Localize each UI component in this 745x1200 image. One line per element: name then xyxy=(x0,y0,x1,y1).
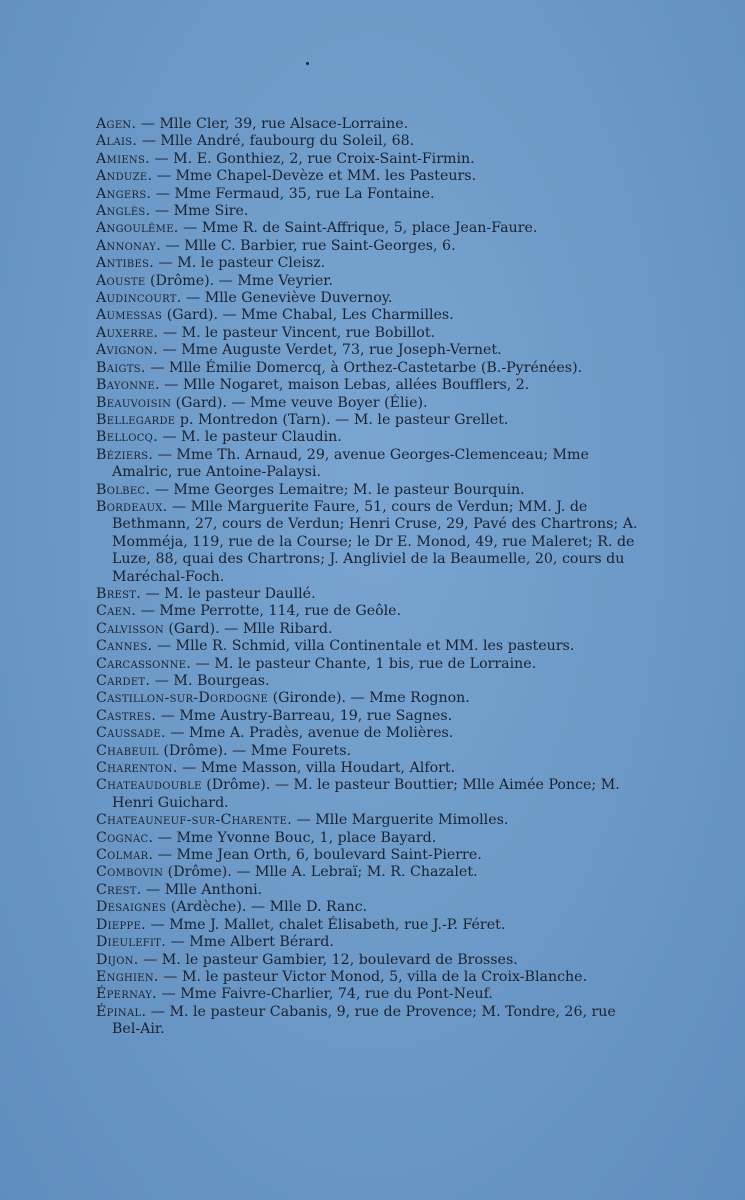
entry-place: Caussade. xyxy=(96,725,166,742)
directory-entry xyxy=(96,847,644,864)
entry-place: Enghien. xyxy=(96,968,159,985)
directory-entry xyxy=(96,708,644,725)
entry-place: Bellegarde xyxy=(96,411,176,428)
entry-details: — Mlle Émilie Domercq, à Orthez-Castetarbe (B.-Pyrénées). xyxy=(145,359,583,376)
entry-details: — Mme A. Pradès, avenue de Molières. xyxy=(165,725,454,742)
directory-entry xyxy=(96,656,644,673)
entry-place: Chateauneuf-sur-Charente. xyxy=(96,812,293,829)
directory-entry xyxy=(96,203,644,220)
entry-details: — Mme Th. Arnaud, 29, avenue Georges-Clemenceau; Mme Amalric, rue Antoine-Palaysi. xyxy=(112,446,589,481)
entry-place: Dieulefit. xyxy=(96,934,167,951)
entry-place: Anduze. xyxy=(96,168,153,185)
directory-entry xyxy=(96,342,644,359)
entry-place: Bordeaux. xyxy=(96,498,168,515)
entry-place: Cardet. xyxy=(96,673,151,689)
entry-place: Agen. xyxy=(96,116,137,132)
entry-details: — Mlle Geneviève Duvernoy. xyxy=(181,290,393,307)
directory-entry xyxy=(96,743,644,760)
entry-place: Desaignes xyxy=(96,899,167,916)
entry-place: Amiens. xyxy=(96,150,150,167)
directory-entry xyxy=(96,934,644,951)
entry-details: — Mlle R. Schmid, villa Continentale et MM. les pasteurs. xyxy=(152,638,575,655)
entry-place: Castillon-sur-Dordogne xyxy=(96,690,269,707)
entry-place: Avignon. xyxy=(96,342,159,359)
entry-place: Caen. xyxy=(96,603,137,620)
directory-entry xyxy=(96,447,644,482)
directory-entry xyxy=(96,917,644,934)
entry-details: — M. E. Gonthiez, 2, rue Croix-Saint-Firmin. xyxy=(149,150,475,167)
entry-place: Cognac. xyxy=(96,829,154,846)
entry-details: — Mme J. Mallet, chalet Élisabeth, rue J.-P. Féret. xyxy=(146,916,506,933)
directory-entry xyxy=(96,325,644,342)
directory-entry xyxy=(96,899,644,916)
entry-details: — M. le pasteur Cleisz. xyxy=(154,255,326,272)
directory-entry xyxy=(96,586,644,603)
entry-place: Angoulême. xyxy=(96,220,179,237)
entry-place: Aouste xyxy=(96,272,146,289)
entry-place: Carcassonne. xyxy=(96,655,192,672)
directory-entry xyxy=(96,986,644,1003)
entry-details: — Mme Albert Bérard. xyxy=(166,934,334,951)
entry-details: — Mme Auguste Verdet, 73, rue Joseph-Vernet. xyxy=(158,342,502,359)
entry-place: Béziers. xyxy=(96,446,154,463)
entry-details: — Mme Austry-Barreau, 19, rue Sagnes. xyxy=(156,707,453,724)
entry-details: — Mlle Cler, 39, rue Alsace-Lorraine. xyxy=(136,116,409,132)
entry-details: (Gironde). — Mme Rognon. xyxy=(268,690,470,707)
directory-entry xyxy=(96,395,644,412)
entry-details: (Gard). — Mlle Ribard. xyxy=(163,620,333,637)
entry-place: Auxerre. xyxy=(96,324,159,341)
directory-entry xyxy=(96,377,644,394)
entry-place: Angers. xyxy=(96,185,152,202)
entry-place: Épernay. xyxy=(96,986,157,1003)
entry-place: Anglès. xyxy=(96,203,151,220)
entry-place: Annonay. xyxy=(96,237,162,254)
entry-details: — Mme Perrotte, 114, rue de Geôle. xyxy=(136,603,402,620)
directory-entry xyxy=(96,151,644,168)
directory-entry xyxy=(96,220,644,237)
entry-place: Beauvoisin xyxy=(96,394,172,411)
entry-details: — Mme Sire. xyxy=(150,203,249,220)
entry-details: — Mlle Marguerite Mimolles. xyxy=(292,812,509,829)
entry-place: Cannes. xyxy=(96,638,153,655)
entry-details: — M. Bourgeas. xyxy=(150,673,270,689)
directory-entry xyxy=(96,882,644,899)
directory-entry xyxy=(96,186,644,203)
entry-details: — Mlle Nogaret, maison Lebas, allées Boufflers, 2. xyxy=(159,377,530,394)
entry-details: — Mme Jean Orth, 6, boulevard Saint-Pierre. xyxy=(153,847,482,864)
directory-entry xyxy=(96,952,644,969)
entry-details: (Drôme). — Mme Fourets. xyxy=(158,742,352,759)
entry-details: (Drôme). — M. le pasteur Bouttier; Mlle Aimée Ponce; M. Henri Guichard. xyxy=(112,777,620,811)
directory-entry xyxy=(96,621,644,638)
entry-details: (Drôme). — Mlle A. Lebraï; M. R. Chazalet. xyxy=(163,864,478,881)
entry-details: — M. le pasteur Vincent, rue Bobillot. xyxy=(158,324,436,341)
directory-entry xyxy=(96,168,644,185)
directory-entry xyxy=(96,238,644,255)
entry-details: — Mme Georges Lemaitre; M. le pasteur Bourquin. xyxy=(150,481,525,498)
entry-details: — M. le pasteur Gambier, 12, boulevard de Brosses. xyxy=(138,951,518,968)
entry-details: — Mme Masson, villa Houdart, Alfort. xyxy=(177,760,456,777)
directory-entry xyxy=(96,673,644,690)
entry-place: Chabeuil xyxy=(96,742,159,759)
entry-details: (Gard). — Mme veuve Boyer (Élie). xyxy=(171,394,428,411)
entry-place: Dijon. xyxy=(96,951,139,968)
entry-details: — M. le pasteur Cabanis, 9, rue de Provence; M. Tondre, 26, rue Bel-Air. xyxy=(112,1003,616,1038)
entry-details: — Mme R. de Saint-Affrique, 5, place Jean-Faure. xyxy=(178,220,538,237)
entry-place: Chateaudouble xyxy=(96,777,202,794)
directory-entry xyxy=(96,603,644,620)
directory-entry xyxy=(96,133,644,150)
directory-entry xyxy=(96,412,644,429)
entry-place: Bellocq. xyxy=(96,429,158,446)
entry-place: Combovin xyxy=(96,864,164,881)
entry-place: Antibes. xyxy=(96,255,155,272)
entry-place: Crest. xyxy=(96,881,142,898)
entry-place: Bayonne. xyxy=(96,377,160,394)
entry-place: Épinal. xyxy=(96,1003,147,1020)
ink-dot xyxy=(306,62,309,65)
entry-place: Brest. xyxy=(96,585,142,602)
directory-entry xyxy=(96,812,644,829)
directory-entry xyxy=(96,777,644,812)
entry-details: (Drôme). — Mme Veyrier. xyxy=(145,272,334,289)
directory-entry xyxy=(96,429,644,446)
directory-entry xyxy=(96,360,644,377)
entry-details: p. Montredon (Tarn). — M. le pasteur Grellet. xyxy=(175,411,509,428)
directory-entry xyxy=(96,725,644,742)
entry-details: — M. le pasteur Claudin. xyxy=(157,429,342,446)
entry-details: — Mme Chapel-Devèze et MM. les Pasteurs. xyxy=(152,168,477,185)
directory-entry xyxy=(96,255,644,272)
entry-details: — M. le pasteur Chante, 1 bis, rue de Lorraine. xyxy=(191,655,537,672)
entry-place: Aumessas xyxy=(96,307,163,324)
entry-place: Bolbec. xyxy=(96,481,151,498)
directory-entry xyxy=(96,969,644,986)
directory-entry xyxy=(96,290,644,307)
entry-place: Alais. xyxy=(96,133,138,150)
entry-place: Colmar. xyxy=(96,847,154,864)
entry-details: — Mme Yvonne Bouc, 1, place Bayard. xyxy=(153,829,437,846)
directory-entry xyxy=(96,307,644,324)
entry-details: (Gard). — Mme Chabal, Les Charmilles. xyxy=(162,307,454,324)
entry-details: — Mme Faivre-Charlier, 74, rue du Pont-Neuf. xyxy=(157,986,493,1003)
entry-place: Charenton. xyxy=(96,760,178,777)
entry-place: Calvisson xyxy=(96,620,164,637)
entry-place: Baigts. xyxy=(96,359,146,376)
directory-entry xyxy=(96,638,644,655)
directory-entry xyxy=(96,273,644,290)
entry-details: (Ardèche). — Mlle D. Ranc. xyxy=(166,899,368,916)
entry-details: — Mlle Marguerite Faure, 51, cours de Verdun; MM. J. de Bethmann, 27, cours de Verdun; Henri Cruse, 29, Pavé des Chartrons; A. Momméja, 119, rue de la Course; le Dr E. Monod, 49, rue Maleret; R. de Luze, 88, quai des Chartrons; J. Angliviel de la Beaumelle, 20, cours du Maréchal-Foch. xyxy=(112,498,638,585)
directory-entry xyxy=(96,482,644,499)
entry-details: — M. le pasteur Daullé. xyxy=(141,585,316,602)
directory-entry xyxy=(96,116,644,133)
directory-entry xyxy=(96,830,644,847)
directory-entry xyxy=(96,499,644,586)
directory-entry xyxy=(96,1004,644,1039)
entry-details: — Mlle Anthoni. xyxy=(141,881,263,898)
entry-place: Castres. xyxy=(96,707,157,724)
directory-entry xyxy=(96,760,644,777)
directory-entry xyxy=(96,690,644,707)
entry-details: — Mme Fermaud, 35, rue La Fontaine. xyxy=(151,185,435,202)
directory-list xyxy=(96,116,644,1039)
directory-entry xyxy=(96,864,644,881)
entry-details: — Mlle C. Barbier, rue Saint-Georges, 6. xyxy=(161,237,456,254)
entry-place: Dieppe. xyxy=(96,916,146,933)
entry-details: — Mlle André, faubourg du Soleil, 68. xyxy=(137,133,415,150)
entry-details: — M. le pasteur Victor Monod, 5, villa de la Croix-Blanche. xyxy=(158,968,588,985)
entry-place: Audincourt. xyxy=(96,290,182,307)
